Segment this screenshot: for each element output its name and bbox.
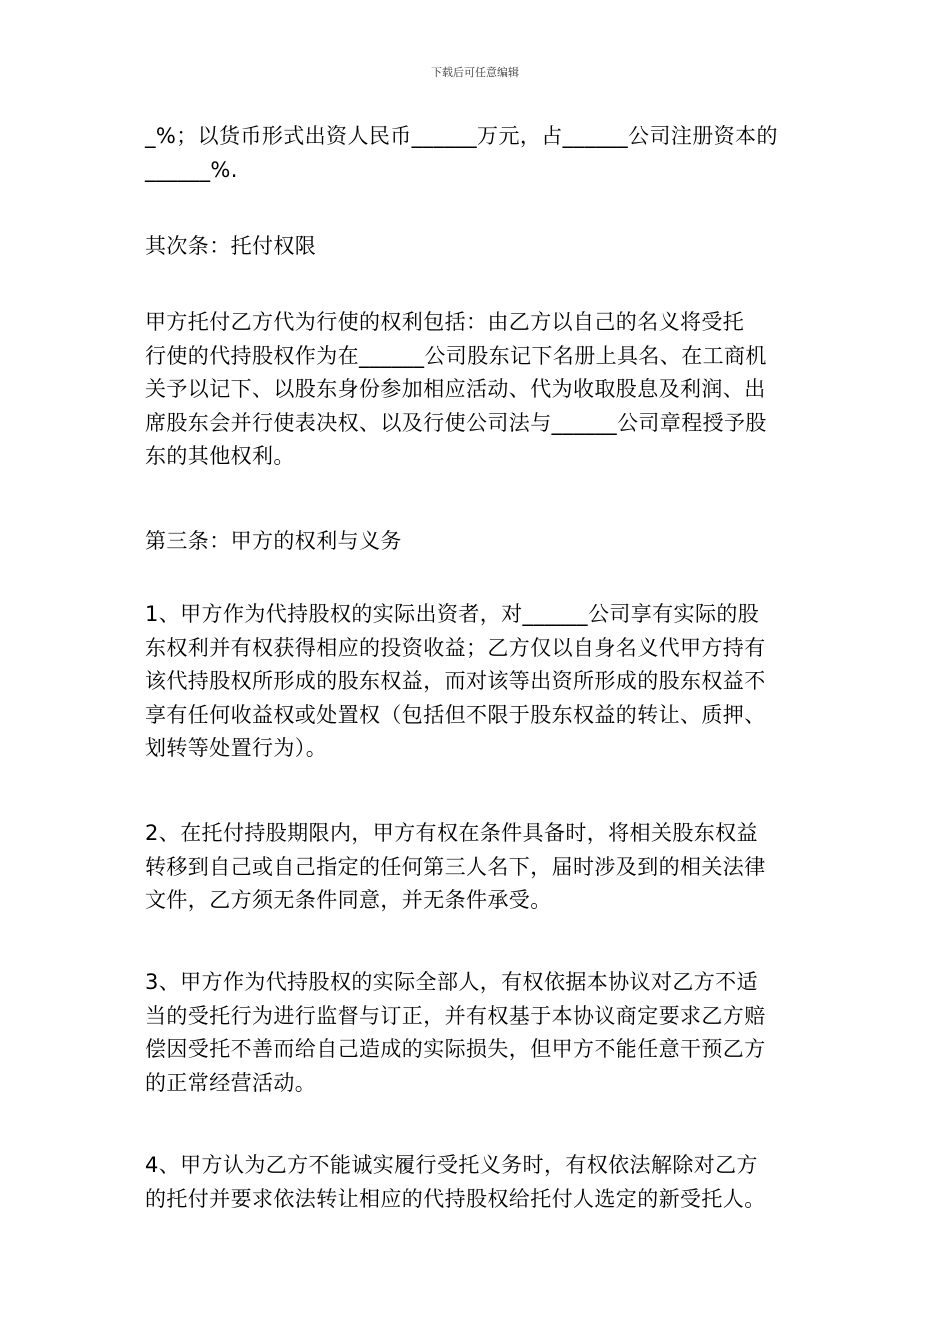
text-line: 文件，乙方须无条件同意，并无条件承受。: [145, 888, 552, 912]
text-line: 的正常经营活动。: [145, 1070, 317, 1095]
text-line: 当的受托行为进行监督与订正，并有权基于本协议商定要求乙方赔: [145, 1003, 766, 1028]
clause-1: [145, 598, 809, 766]
text-line: 偿因受托不善而给自己造成的实际损失，但甲方不能任意干预乙方: [145, 1037, 766, 1061]
paragraph-entrusted-rights: [145, 306, 809, 474]
text-line: 的托付并要求依法转让相应的代持股权给托付人选定的新受托人。: [145, 1186, 766, 1211]
text-line: 关予以记下、以股东身份参加相应活动、代为收取股息及利润、出: [145, 377, 766, 401]
page-header: 下载后可任意编辑: [431, 66, 519, 79]
text-line: 其次条：托付权限: [145, 234, 317, 258]
article-2-heading: [145, 230, 809, 264]
text-line: 席股东会并行使表决权、以及行使公司法与______公司章程授予股: [145, 410, 767, 435]
text-line: 第三条：甲方的权利与义务: [145, 529, 402, 553]
text-line: 行使的代持股权作为在______公司股东记下名册上具名、在工商机: [145, 343, 767, 368]
text-line: 划转等处置行为）。: [145, 736, 328, 760]
text-line: 甲方托付乙方代为行使的权利包括：由乙方以自己的名义将受托: [145, 310, 745, 334]
text-line: 转移到自己或自己指定的任何第三人名下，届时涉及到的相关法律: [145, 854, 766, 879]
text-line: 3、甲方作为代持股权的实际全部人，有权依据本协议对乙方不适: [145, 970, 758, 994]
text-line: 4、甲方认为乙方不能诚实履行受托义务时，有权依法解除对乙方: [145, 1153, 758, 1177]
text-line: 东的其他权利。: [145, 444, 295, 468]
article-3-heading: [145, 525, 809, 559]
text-line: 该代持股权所形成的股东权益，而对该等出资所形成的股东权益不: [145, 669, 766, 693]
text-line: 东权利并有权获得相应的投资收益；乙方仅以自身名义代甲方持有: [145, 635, 766, 660]
text-line: _%；以货币形式出资人民币______万元，占______公司注册资本的: [145, 124, 778, 148]
text-line: 1、甲方作为代持股权的实际出资者，对______公司享有实际的股: [145, 602, 760, 626]
paragraph-capital-contribution: [145, 120, 809, 187]
text-line: 享有任何收益权或处置权（包括但不限于股东权益的转让、质押、: [145, 702, 766, 727]
text-line: 2、在托付持股期限内，甲方有权在条件具备时，将相关股东权益: [145, 821, 758, 845]
clause-3: [145, 966, 809, 1100]
clause-2: [145, 817, 809, 918]
clause-4: [145, 1149, 809, 1216]
text-line: ______%.: [145, 157, 238, 182]
